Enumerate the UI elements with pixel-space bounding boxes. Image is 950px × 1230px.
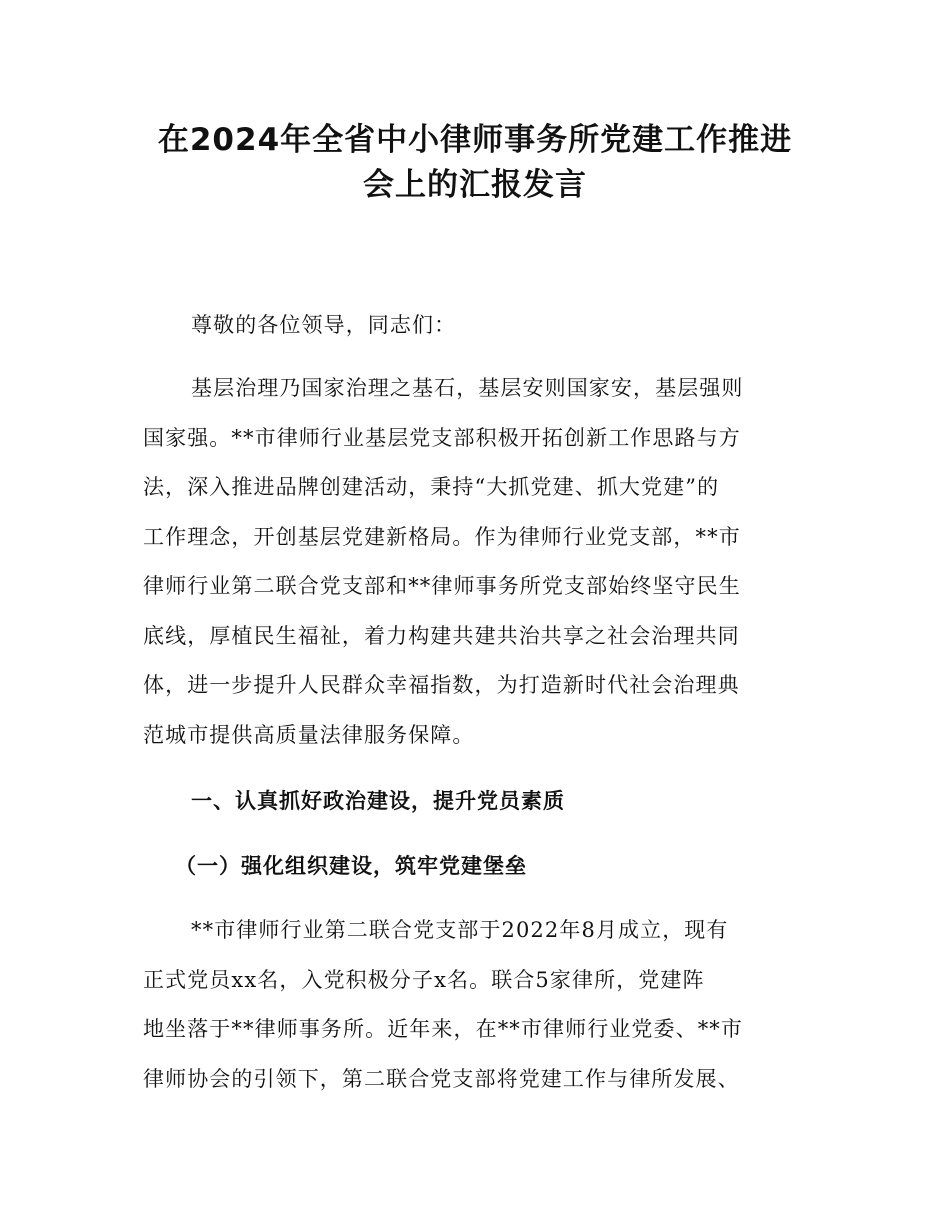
paragraph-line: **市律师行业第二联合党支部于2022年8月成立，现有 bbox=[191, 918, 729, 942]
paragraph-intro bbox=[143, 364, 808, 760]
salutation-text: 尊敬的各位领导，同志们： bbox=[191, 313, 457, 337]
title-line-2: 会上的汇报发言 bbox=[363, 167, 587, 203]
subsection-heading: （一）强化组织建设，筑牢党建堡垒 bbox=[175, 854, 527, 878]
paragraph-branch bbox=[143, 906, 808, 1104]
paragraph-line: 地坐落于**律师事务所。近年来，在**市律师行业党委、**市 bbox=[143, 1017, 743, 1041]
paragraph-line: 范城市提供高质量法律服务保障。 bbox=[143, 722, 475, 747]
paragraph-line: 律师协会的引领下，第二联合党支部将党建工作与律所发展、 bbox=[143, 1066, 740, 1091]
paragraph-line: 工作理念，开创基层党建新格局。作为律师行业党支部，**市 bbox=[143, 524, 741, 549]
salutation bbox=[143, 301, 808, 351]
section-heading: 一、认真抓好政治建设，提升党员素质 bbox=[191, 789, 565, 813]
paragraph-line: 底线，厚植民生福祉，着力构建共建共治共享之社会治理共同 bbox=[143, 623, 740, 648]
paragraph-line: 法，深入推进品牌创建活动，秉持“大抓党建、抓大党建”的 bbox=[143, 475, 720, 499]
paragraph-line: 国家强。**市律师行业基层党支部积极开拓创新工作思路与方 bbox=[143, 425, 741, 450]
paragraph-line: 基层治理乃国家治理之基石，基层安则国家安，基层强则 bbox=[191, 376, 744, 400]
paragraph-line: 体，进一步提升人民群众幸福指数，为打造新时代社会治理典 bbox=[143, 673, 740, 697]
document-title bbox=[130, 118, 820, 208]
paragraph-line: 正式党员xx名，入党积极分子x名。联合5家律所，党建阵 bbox=[143, 967, 705, 992]
title-line-1: 在2024年全省中小律师事务所党建工作推进 bbox=[157, 122, 793, 158]
paragraph-line: 律师行业第二联合党支部和**律师事务所党支部始终坚守民生 bbox=[143, 574, 741, 598]
